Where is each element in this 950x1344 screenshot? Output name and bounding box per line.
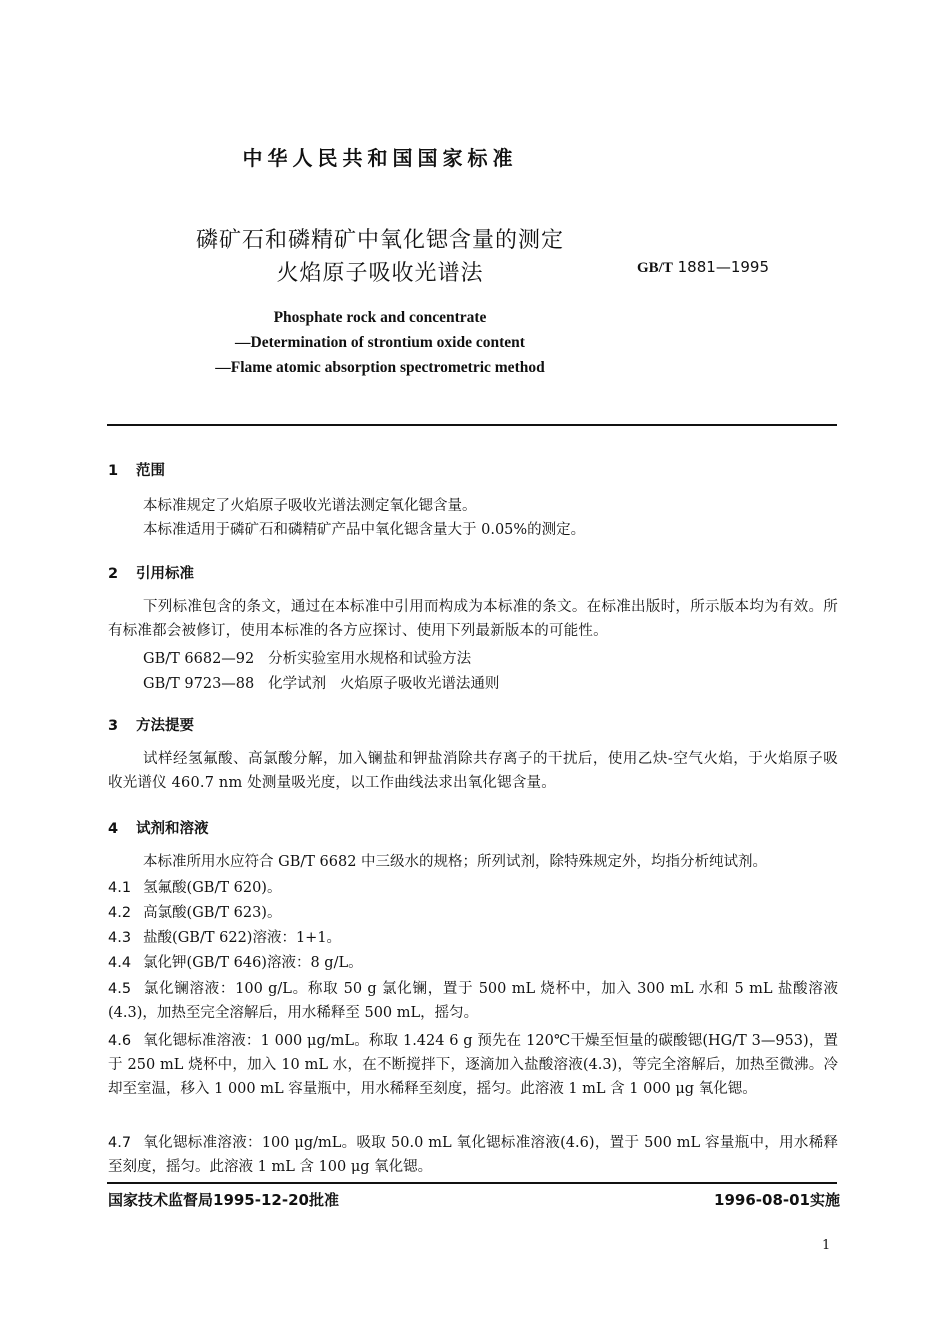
reagent-item: 4.3 盐酸(GB/T 622)溶液：1+1。 [108,930,342,946]
reagent-item: 4.6 氧化锶标准溶液：1 000 μg/mL。称取 1.424 6 g 预先在 120℃干燥至恒量的碳酸锶(HG/T 3—953)，置于 250 mL 烧杯中，加入 10 mL 水，在不断搅拌下，逐滴加入盐酸溶液(4.3)，等完全溶解后，加热至微沸。冷却至室温，移入 1 000 mL 容量瓶中，用水稀释至刻度，摇匀。此溶液 1 mL 含 1 000 μg 氧化锶。 [108,1033,838,1097]
reagent-item: 4.1 氢氟酸(GB/T 620)。 [108,880,282,896]
reagent-item: 4.4 氯化钾(GB/T 646)溶液：8 g/L。 [108,955,363,971]
title-divider [107,424,837,426]
section-number: 2 [108,566,119,582]
reference-item-1: GB/T 6682—92 分析实验室用水规格和试验方法 [143,651,472,667]
scope-paragraph-1: 本标准规定了火焰原子吸收光谱法测定氧化锶含量。 [143,498,477,514]
standard-code [637,258,769,277]
document-title-en-line2: —Determination of strontium oxide content [235,334,525,351]
implementation-date: 1996-08-01实施 [714,1191,840,1209]
section-heading-normative-references [108,562,194,583]
reagent-item: 4.7 氧化锶标准溶液：100 μg/mL。吸取 50.0 mL 氧化锶标准溶液(4.6)，置于 500 mL 容量瓶中，用水稀释至刻度，摇匀。此溶液 1 mL 含 100 μg 氧化锶。 [108,1135,838,1175]
document-title-en-line3: —Flame atomic absorption spectrometric method [215,359,545,376]
reference-item-2: GB/T 9723—88 化学试剂 火焰原子吸收光谱法通则 [143,676,500,692]
approval-note: 国家技术监督局1995-12-20批准 [108,1191,339,1209]
method-summary-paragraph: 试样经氢氟酸、高氯酸分解，加入镧盐和钾盐消除共存离子的干扰后，使用乙炔-空气火焰，于火焰原子吸收光谱仪 460.7 nm 处测量吸光度，以工作曲线法求出氧化锶含量。 [108,751,838,791]
reagent-item: 4.2 高氯酸(GB/T 623)。 [108,905,282,921]
section-title: 范围 [136,463,165,479]
footer-divider [107,1182,837,1184]
standard-header-title: 中华人民共和国国家标准 [242,146,518,170]
references-paragraph: 下列标准包含的条文，通过在本标准中引用而构成为本标准的条文。在标准出版时，所示版本均为有效。所有标准都会被修订，使用本标准的各方应探讨、使用下列最新版本的可能性。 [108,599,838,639]
section-number: 3 [108,718,119,734]
section-heading-reagents [108,817,209,838]
section-title: 方法提要 [136,718,194,734]
section-heading-method-summary [108,714,194,735]
document-title-cn-line2: 火焰原子吸收光谱法 [276,261,484,286]
section-number: 1 [108,463,119,479]
document-title-cn-line1: 磷矿石和磷精矿中氧化锶含量的测定 [195,228,564,253]
reagent-item: 4.5 氯化镧溶液：100 g/L。称取 50 g 氯化镧，置于 500 mL 烧杯中，加入 300 mL 水和 5 mL 盐酸溶液(4.3)，加热至完全溶解后，用水稀释至 500 mL，摇匀。 [108,981,838,1021]
scope-paragraph-2: 本标准适用于磷矿石和磷精矿产品中氧化锶含量大于 0.05%的测定。 [143,522,586,538]
standard-code-number: 1881—1995 [677,258,769,276]
section-title: 试剂和溶液 [136,821,209,837]
section-title: 引用标准 [136,566,194,582]
document-title-en-line1: Phosphate rock and concentrate [273,309,487,326]
reagents-intro-paragraph: 本标准所用水应符合 GB/T 6682 中三级水的规格；所列试剂，除特殊规定外，均指分析纯试剂。 [143,854,768,870]
page-number: 1 [822,1238,831,1253]
standard-code-prefix: GB/T [637,260,673,276]
section-number: 4 [108,821,119,837]
section-heading-scope [108,459,165,480]
